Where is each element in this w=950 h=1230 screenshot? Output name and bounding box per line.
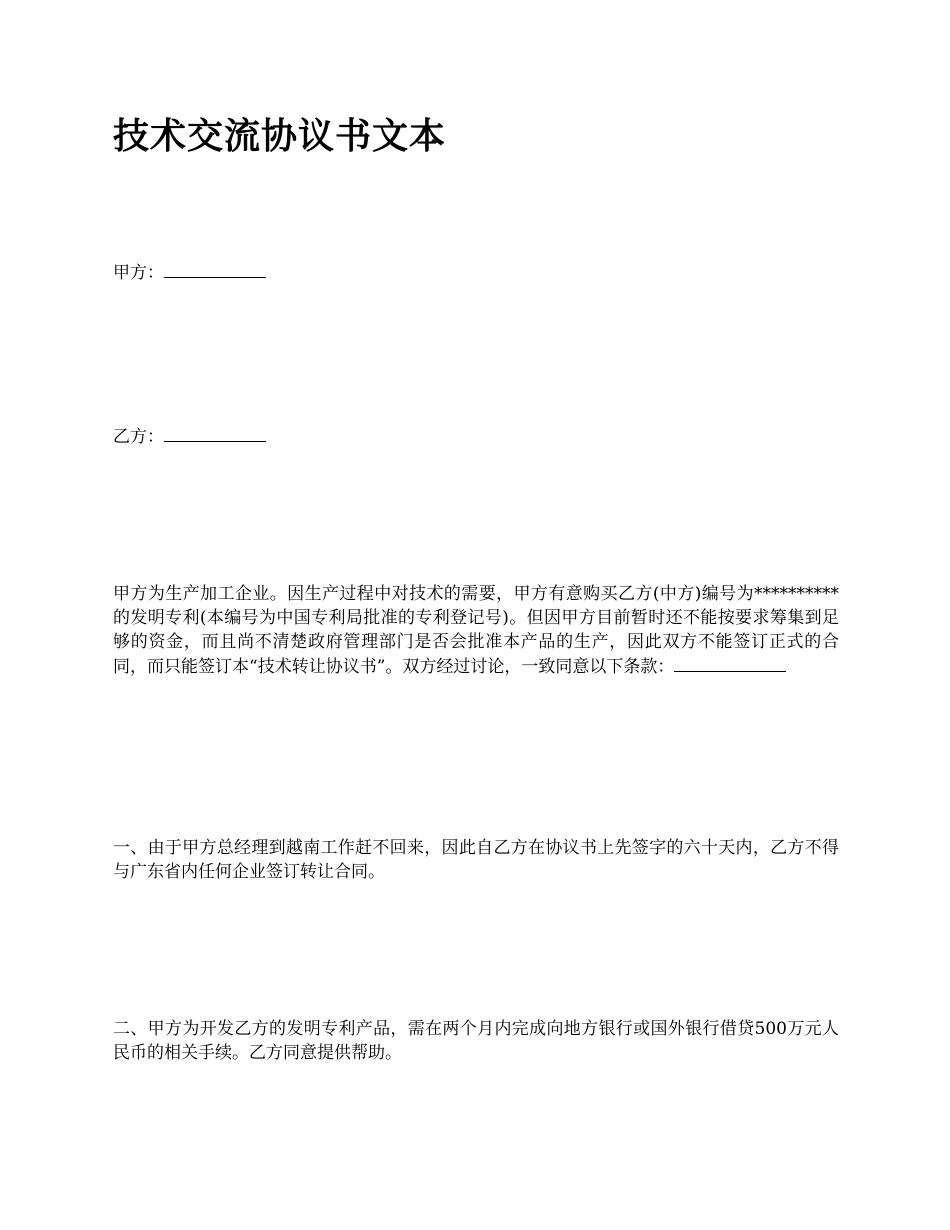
intro-blank — [674, 654, 786, 672]
document-title: 技术交流协议书文本 — [113, 115, 447, 157]
party-b-label: 乙方： — [113, 427, 164, 447]
intro-text: 甲方为生产加工企业。因生产过程中对技术的需要，甲方有意购买乙方(中方)编号为**********的发明专利(本编号为中国专利局批准的专利登记号)。但因甲方目前暂时还不能按要求筹集到足够的资金，而且尚不清楚政府管理部门是否会批准本产品的生产，因此双方不能签订正式的合同，而只能签订本“技术转让协议书”。双方经过讨论，一致同意以下条款： — [113, 584, 839, 677]
party-a-label: 甲方： — [113, 263, 164, 283]
clause-1: 一、由于甲方总经理到越南工作赶不回来，因此自乙方在协议书上先签字的六十天内，乙方不得与广东省内任何企业签订转让合同。 — [113, 838, 839, 882]
clause-2: 二、甲方为开发乙方的发明专利产品，需在两个月内完成向地方银行或国外银行借贷500万元人民币的相关手续。乙方同意提供帮助。 — [113, 1019, 839, 1063]
party-b-blank — [164, 424, 266, 442]
intro-paragraph — [113, 582, 839, 679]
party-b-line — [113, 424, 266, 449]
party-a-line — [113, 260, 266, 285]
party-a-blank — [164, 260, 266, 278]
